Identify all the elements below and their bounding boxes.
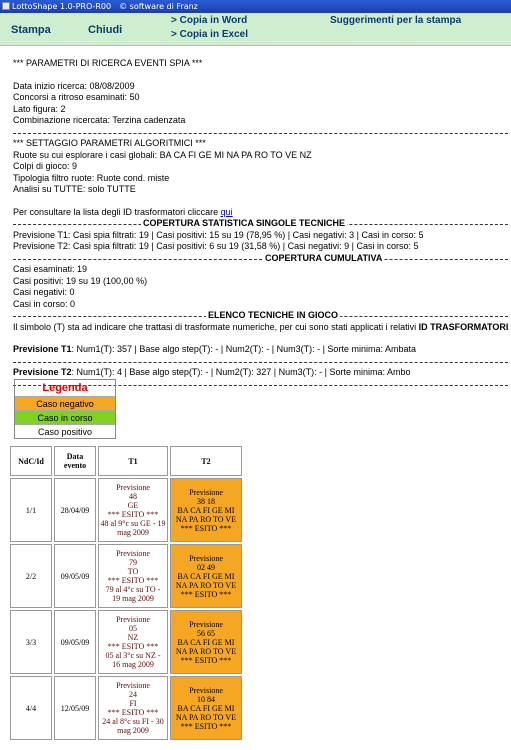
data-inizio: Data inizio ricerca: 08/08/2009 [13,80,135,91]
chiudi-button[interactable]: Chiudi [88,24,123,36]
t1-line: mag 2009 [117,528,149,537]
row-t2-cell [170,676,242,740]
tecnica-t1-text: : Num1(T): 357 | Base algo step(T): - | Num2(T): - | Num3(T): - | Sorte minima: Ambata [71,344,416,354]
copyright-label: © software di Franz [119,2,198,11]
row-t1-cell [98,610,168,674]
t2-line: *** ESITO *** [180,655,232,665]
ruote: Ruote su cui esplorare i casi globali: BA CA FI GE MI NA PA RO TO VE NZ [13,149,312,160]
row-date: 28/04/09 [54,478,96,542]
t2-line: *** ESITO *** [180,523,232,533]
casi-positivi: Casi positivi: 19 su 19 (100,00 %) [13,275,148,286]
row-id: 4/4 [10,676,52,740]
t1-line: Previsione [116,681,150,690]
t1-line: 05 [129,624,137,633]
table-row [10,610,242,674]
t1-line: *** ESITO *** [107,708,159,717]
t1-line: NZ [127,633,139,642]
t2-line: Previsione [189,487,223,497]
table-row [10,544,242,608]
t2-line: 02 49 [197,562,215,572]
t1-line: FI [129,699,137,708]
header-data-evento: Data evento [54,446,96,476]
t1-line: mag 2009 [117,726,149,735]
simbolo-text: Il simbolo (T) sta ad indicare che trattasi di trasformate numeriche, per cui sono stati applicati i relativi [13,321,419,332]
row-t2-cell [170,544,242,608]
row-date: 12/05/09 [54,676,96,740]
t2-line: NA PA RO TO VE [175,514,237,524]
report-body [13,58,508,390]
colpi: Colpi di gioco: 9 [13,161,78,171]
t1-line: 19 mag 2009 [112,594,154,603]
legend-caso-negativo: Caso negativo [15,396,115,410]
combinazione: Combinazione ricercata: Terzina cadenzata [13,115,186,125]
casi-negativi: Casi negativi: 0 [13,287,75,297]
t2-line: Previsione [189,685,223,695]
row-t2-cell [170,610,242,674]
t2-line: BA CA FI GE MI [177,637,235,647]
row-id: 3/3 [10,610,52,674]
analisi: Analisi su TUTTE: solo TUTTE [13,184,136,194]
row-t1-cell [98,478,168,542]
t1-line: *** ESITO *** [107,642,159,651]
casi-esaminati: Casi esaminati: 19 [13,264,88,274]
t2-line: NA PA RO TO VE [175,580,237,590]
row-t1-cell [98,544,168,608]
t1-line: *** ESITO *** [107,576,159,585]
previsione-t2-stats: Previsione T2: Casi spia filtrati: 19 | Casi positivi: 6 su 19 (31,58 %) | Casi negativi: 9 | Casi in corso: 5 [13,241,419,251]
t1-line: TO [127,567,139,576]
separator-elenco [13,310,508,322]
copertura-statistica-heading: COPERTURA STATISTICA SINGOLE TECNICHE [143,218,346,228]
app-icon [2,2,10,10]
t1-line: Previsione [116,483,150,492]
tecnica-t2-label: Previsione T2 [13,367,72,377]
tecnica-t1 [13,344,508,356]
header-t1: T1 [98,446,168,476]
copertura-cumulativa-heading: COPERTURA CUMULATIVA [265,252,383,263]
t1-line: Previsione [116,549,150,558]
t1-line: 16 mag 2009 [112,660,154,669]
tecnica-t2-text: : Num1(T): 4 | Base algo step(T): - | Num2(T): 327 | Num3(T): - | Sorte minima: Ambo [71,367,411,377]
row-date: 09/05/09 [54,544,96,608]
header-parametri: *** PARAMETRI DI RICERCA EVENTI SPIA *** [13,58,203,68]
t1-line: 48 al 9°c su GE - 19 [100,519,166,528]
separator-copertura-cumulativa [13,253,508,265]
separator [13,127,508,139]
simbolo-bold: ID TRASFORMATORI [418,321,509,332]
suggerimenti-link[interactable]: Suggerimenti per la stampa [330,15,462,26]
t1-line: 24 al 8°c su FI - 30 [102,717,164,726]
table-row [10,676,242,740]
lato-figura: Lato figura: 2 [13,103,66,114]
row-date: 09/05/09 [54,610,96,674]
t2-line: BA CA FI GE MI [177,703,235,713]
t2-line: Previsione [189,553,223,563]
row-id: 2/2 [10,544,52,608]
t1-line: 79 al 4°c su TO - [105,585,161,594]
consulta-line [13,207,508,219]
t1-line: GE [127,501,139,510]
elenco-heading: ELENCO TECNICHE IN GIOCO [208,310,339,320]
consulta-text: Per consultare la lista degli ID trasformatori cliccare [13,206,221,217]
header-t2: T2 [170,446,242,476]
t2-line: 10 84 [197,694,215,704]
legend-caso-positivo: Caso positivo [15,424,115,438]
casi-in-corso: Casi in corso: 0 [13,298,76,309]
t1-line: 05 al 3°c su NZ - [105,651,161,660]
t1-line: 48 [129,492,137,501]
t2-line: BA CA FI GE MI [177,571,235,581]
window-title: LottoShape 1.0-PRO-R00 [12,2,112,11]
t2-line: NA PA RO TO VE [175,646,237,656]
stampa-button[interactable]: Stampa [11,24,51,36]
t1-line: 24 [129,690,137,699]
tecnica-t2 [13,367,508,379]
window-titlebar [0,0,511,13]
separator [13,356,508,368]
tecnica-t1-label: Previsione T1 [13,344,72,354]
t2-line: Previsione [189,619,223,629]
legend-title: Legenda [42,382,88,394]
t2-line: NA PA RO TO VE [175,712,237,722]
t2-line: *** ESITO *** [180,721,232,731]
t2-line: 56 65 [197,628,215,638]
results-table [8,444,244,742]
qui-link[interactable]: qui [220,206,233,217]
simbolo-line [13,322,508,334]
t2-line: BA CA FI GE MI [177,505,235,515]
row-id: 1/1 [10,478,52,542]
copia-word-link[interactable]: > Copia in Word [171,15,248,26]
legend [14,379,116,439]
t2-line: 38 18 [197,496,215,506]
separator-copertura-statistica [13,218,508,230]
header-settaggio: *** SETTAGGIO PARAMETRI ALGORITMICI *** [13,138,206,148]
table-row [10,478,242,542]
t1-line: 79 [129,558,137,567]
row-t2-cell [170,478,242,542]
tipologia: Tipologia filtro ruote: Ruote cond. miste [13,172,170,183]
concorsi: Concorsi a ritroso esaminati: 50 [13,92,140,102]
header-ndc-id: NdC/Id [10,446,52,476]
t1-line: *** ESITO *** [107,510,159,519]
legend-caso-in-corso: Caso in corso [15,410,115,424]
t2-line: *** ESITO *** [180,589,232,599]
t1-line: Previsione [116,615,150,624]
copia-excel-link[interactable]: > Copia in Excel [171,29,248,40]
menu-bar [0,13,511,46]
row-t1-cell [98,676,168,740]
previsione-t1-stats: Previsione T1: Casi spia filtrati: 19 | Casi positivi: 15 su 19 (78,95 %) | Casi negativi: 3 | Casi in corso: 5 [13,229,424,240]
